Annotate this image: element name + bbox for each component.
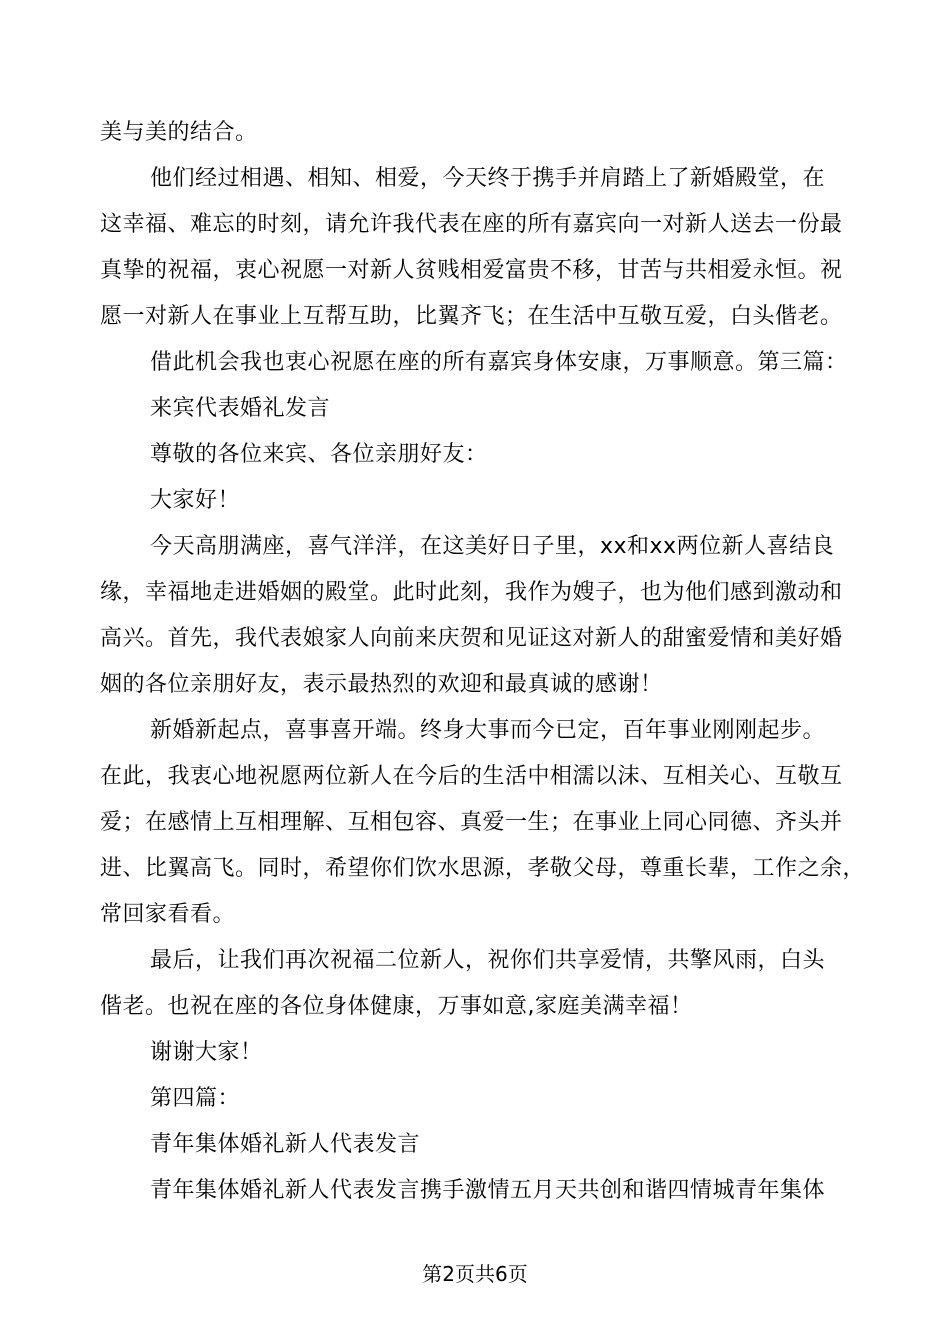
text-line: 缘，幸福地走进婚姻的殿堂。此时此刻，我作为嫂子，也为他们感到激动和 xyxy=(100,580,843,605)
text-line: 在此，我衷心地祝愿两位新人在今后的生活中相濡以沫、互相关心、互敬互 xyxy=(100,764,843,789)
text-line: 青年集体婚礼新人代表发言携手激情五月天共创和谐四情城青年集体 xyxy=(150,1178,826,1203)
text-line: 常回家看看。 xyxy=(100,902,236,927)
text-line: 愿一对新人在事业上互帮互助，比翼齐飞；在生活中互敬互爱，白头偕老。 xyxy=(100,304,843,329)
text-line: 来宾代表婚礼发言 xyxy=(150,396,331,421)
document-body xyxy=(100,110,866,1214)
text-line: 谢谢大家！ xyxy=(150,1040,263,1065)
text-line: 青年集体婚礼新人代表发言 xyxy=(150,1132,421,1157)
text-line: 真挚的祝福，衷心祝愿一对新人贫贱相爱富贵不移，甘苦与共相爱永恒。祝 xyxy=(100,258,843,283)
text-line: 借此机会我也衷心祝愿在座的所有嘉宾身体安康，万事顺意。第三篇： xyxy=(150,350,848,375)
text-line: 高兴。首先，我代表娘家人向前来庆贺和见证这对新人的甜蜜爱情和美好婚 xyxy=(100,626,843,651)
page-footer: 第2页共6页 xyxy=(422,1262,528,1286)
text-line: 姻的各位亲朋好友，表示最热烈的欢迎和最真诚的感谢！ xyxy=(100,672,663,697)
text-line: 第四篇： xyxy=(150,1086,241,1111)
text-line: 偕老。也祝在座的各位身体健康，万事如意,家庭美满幸福！ xyxy=(100,994,693,1019)
text-line: 尊敬的各位来宾、各位亲朋好友： xyxy=(150,442,488,467)
text-line: 他们经过相遇、相知、相爱，今天终于携手并肩踏上了新婚殿堂，在 xyxy=(150,166,826,191)
text-line: 今天高朋满座，喜气洋洋，在这美好日子里，xx和xx两位新人喜结良 xyxy=(150,534,835,559)
text-line: 这幸福、难忘的时刻，请允许我代表在座的所有嘉宾向一对新人送去一份最 xyxy=(100,212,843,237)
text-line: 大家好！ xyxy=(150,488,241,513)
text-line: 爱；在感情上互相理解、互相包容、真爱一生；在事业上同心同德、齐头并 xyxy=(100,810,843,835)
text-line: 美与美的结合。 xyxy=(100,120,258,145)
text-line: 进、比翼高飞。同时，希望你们饮水思源，孝敬父母，尊重长辈，工作之余， xyxy=(100,856,866,881)
text-line: 新婚新起点，喜事喜开端。终身大事而今已定，百年事业刚刚起步。 xyxy=(150,718,826,743)
text-line: 最后，让我们再次祝福二位新人，祝你们共享爱情，共擎风雨，白头 xyxy=(150,948,826,973)
